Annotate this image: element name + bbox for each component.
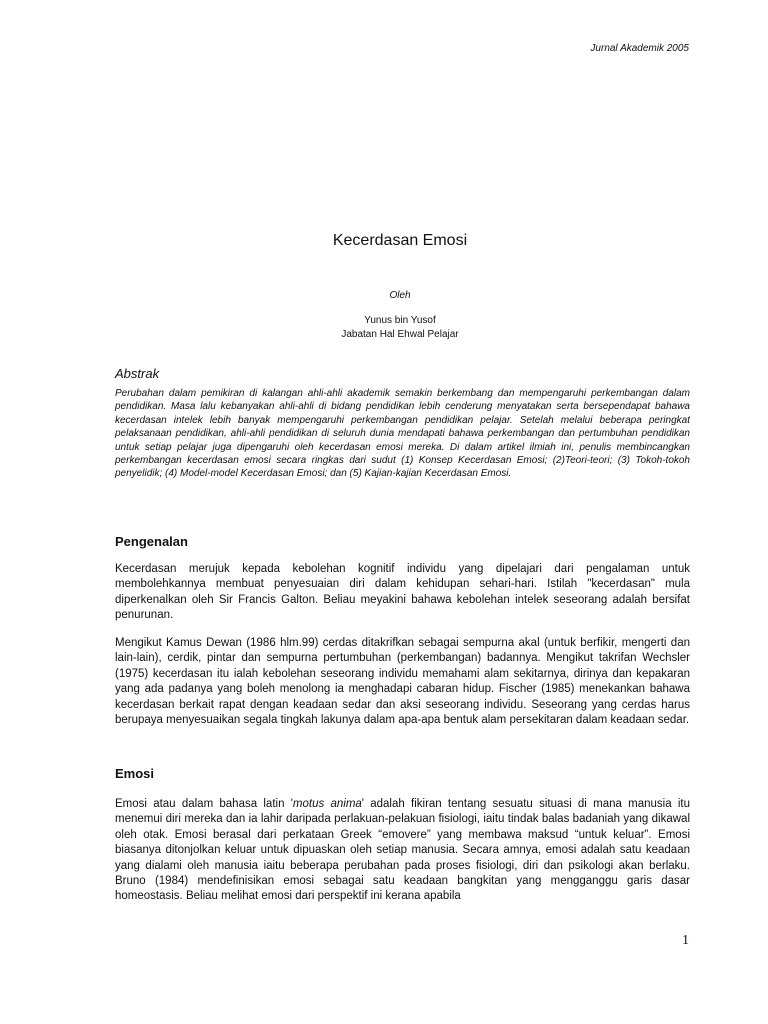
- pengenalan-paragraph-1: Kecerdasan merujuk kepada kebolehan kognitif individu yang dipelajari dari pengalaman untuk membolehkannya membuat penyesuaian diri dalam kehidupan sehari-hari. Istilah "kecerdasan" mula diperkenalkan oleh Sir Francis Galton. Beliau meyakini bahawa kebolehan intelek seseorang adalah bersifat penurunan.: [115, 563, 690, 622]
- section-heading-emosi: Emosi: [115, 766, 155, 781]
- page-number: 1: [682, 933, 689, 948]
- running-header: Jurnal Akademik 2005: [590, 43, 689, 54]
- latin-term: motus anima: [292, 798, 362, 810]
- article-title: Kecerdasan Emosi: [332, 232, 468, 249]
- pengenalan-paragraph-2: Mengikut Kamus Dewan (1986 hlm.99) cerdas ditakrifkan sebagai sempurna akal (untuk berfikir, mengerti dan lain-lain), cerdik, pintar dan sempurna pertumbuhan (perkembangan) badannya. Mengikut takrifan Wechsler (1975) kecerdasan itu ialah kebolehan seseorang individu memahami alam sekitarnya, dirinya dan kepakaran yang ada padanya yang boleh menolong ia menghadapi cabaran hidup. Fischer (1985) menekankan bahawa kecerdasan berkait rapat dengan keadaan sedar dan aksi seseorang individu. Seseorang yang cerdas harus berupaya menyesuaikan segala tingkah lakunya dalam apa-apa bentuk alam persekitaran dalam keadaan sedar.: [115, 637, 690, 727]
- abstract-heading: Abstrak: [115, 366, 160, 381]
- emosi-text-before-term: Emosi atau dalam bahasa latin ': [115, 798, 293, 810]
- abstract-body: Perubahan dalam pemikiran di kalangan ahli-ahli akademik semakin berkembang dan mempengaruhi perkembangan dalam pendidikan. Masa lalu kebanyakan ahli-ahli di bidang pendidikan lebih cenderung menyatakan serta bersependapat bahawa kecerdasan intelek lebih banyak mempengaruhi perkembangan pendidikan pelajar. Setelah melalui beberapa peringkat pelaksanaan pendidikan, ahli-ahli pendidikan di seluruh dunia mendapati bahawa perkembangan dan pertumbuhan pendidikan untuk setiap pelajar juga dipengaruhi oleh kecerdasan emosi mereka. Di dalam artikel ilmiah ini, penulis membincangkan perkembangan kecerdasan emosi secara ringkas dari sudut (1) Konsep Kecerdasan Emosi; (2)Teori-teori; (3) Tokoh-tokoh penyelidik; (4) Model-model Kecerdasan Emosi; dan (5) Kajian-kajian Kecerdasan Emosi.: [115, 388, 690, 480]
- by-label: Oleh: [389, 290, 411, 301]
- emosi-text-after-term: ' adalah fikiran tentang sesuatu situasi di mana manusia itu menemui diri mereka dan ia lahir daripada perlakuan-pelakuan fisiologi, iaitu tindak balas badaniah yang dikawal oleh otak. Emosi berasal dari perkataan Greek “emovere” yang membawa maksud “untuk keluar”. Emosi biasanya ditonjolkan keluar untuk dipuaskan oleh setiap manusia. Secara amnya, emosi adalah satu keadaan yang dialami oleh manusia iaitu beberapa perubahan pada proses fisiologi, diri dan psikologi akan berlaku. Bruno (1984) mendefinisikan emosi sebagai satu keadaan bangkitan yang mengganggu garis dasar homeostasis. Beliau melihat emosi dari perspektif ini kerana apabila: [115, 798, 690, 903]
- emosi-paragraph-1: [115, 797, 690, 905]
- section-heading-pengenalan: Pengenalan: [115, 534, 188, 549]
- author-affiliation: Jabatan Hal Ehwal Pelajar: [341, 329, 459, 340]
- author-name: Yunus bin Yusof: [364, 315, 436, 326]
